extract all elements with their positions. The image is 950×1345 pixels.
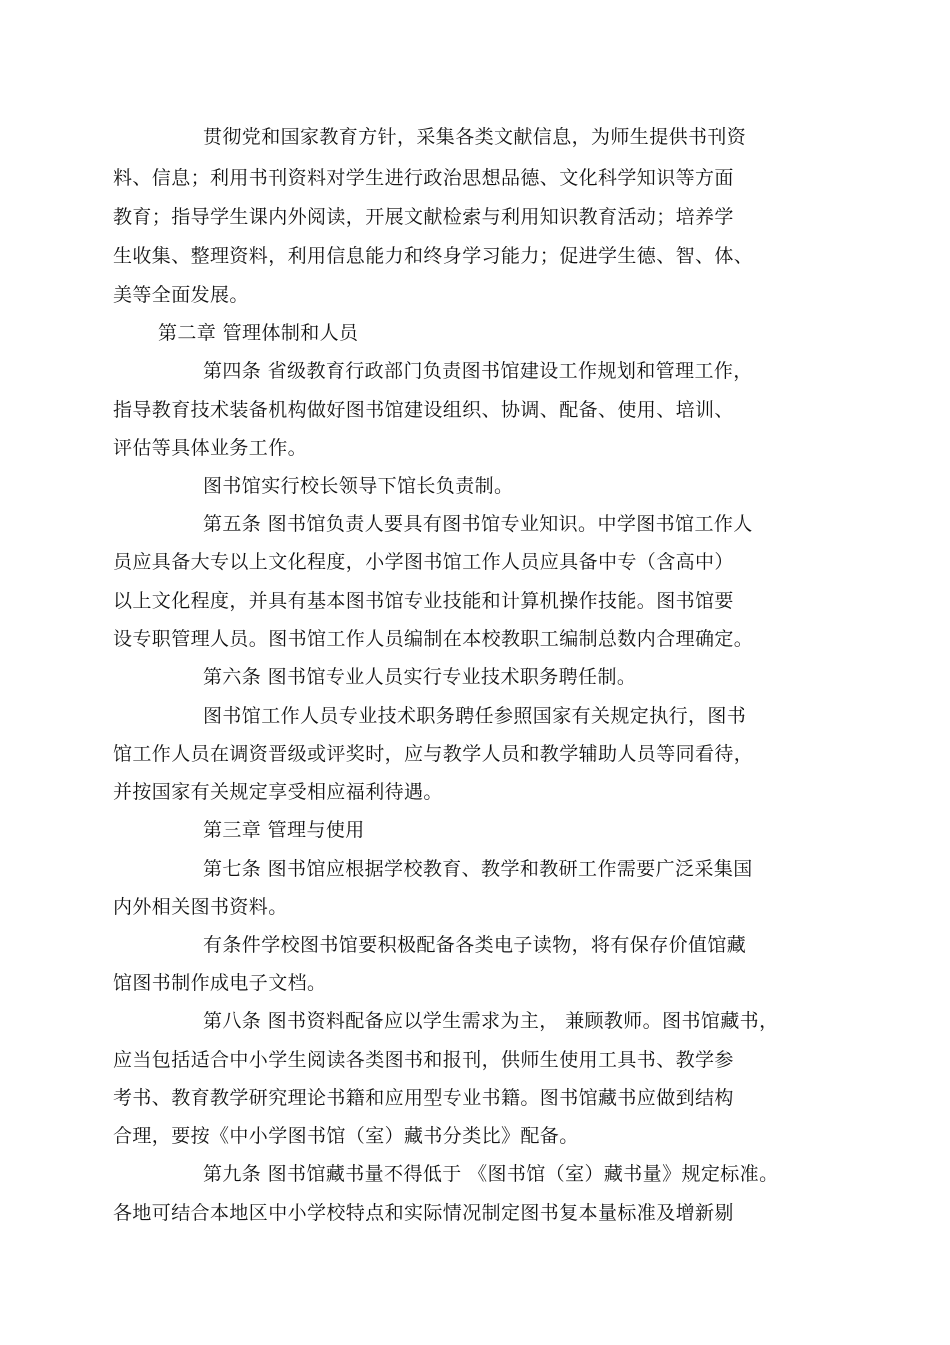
text-line: 图书馆实行校长领导下馆长负责制。 xyxy=(203,475,514,497)
text-line: 贯彻党和国家教育方针，采集各类文献信息，为师生提供书刊资 xyxy=(203,126,747,148)
text-line: 第九条 图书馆藏书量不得低于 《图书馆（室）藏书量》规定标准。 xyxy=(203,1163,779,1185)
text-line: 设专职管理人员。图书馆工作人员编制在本校教职工编制总数内合理确定。 xyxy=(113,628,754,650)
text-line: 评估等具体业务工作。 xyxy=(113,437,308,459)
text-line: 以上文化程度，并具有基本图书馆专业技能和计算机操作技能。图书馆要 xyxy=(113,590,734,612)
text-line: 内外相关图书资料。 xyxy=(113,896,288,918)
text-line: 美等全面发展。 xyxy=(113,284,249,306)
text-line: 并按国家有关规定享受相应福利待遇。 xyxy=(113,781,443,803)
text-line: 教育；指导学生课内外阅读，开展文献检索与利用知识教育活动；培养学 xyxy=(113,206,734,228)
text-line: 第六条 图书馆专业人员实行专业技术职务聘任制。 xyxy=(203,666,637,688)
text-line: 料、信息；利用书刊资料对学生进行政治思想品德、文化科学知识等方面 xyxy=(113,167,734,189)
text-line: 生收集、整理资料，利用信息能力和终身学习能力；促进学生德、智、体、 xyxy=(113,245,754,267)
text-line: 馆工作人员在调资晋级或评奖时，应与教学人员和教学辅助人员等同看待， xyxy=(113,743,754,765)
text-line: 指导教育技术装备机构做好图书馆建设组织、协调、配备、使用、培训、 xyxy=(113,399,734,421)
text-line: 员应具备大专以上文化程度，小学图书馆工作人员应具备中专（含高中） xyxy=(113,551,734,573)
text-line: 合理，要按《中小学图书馆（室）藏书分类比》配备。 xyxy=(113,1125,579,1147)
text-line: 第五条 图书馆负责人要具有图书馆专业知识。中学图书馆工作人 xyxy=(203,513,753,535)
chapter-heading: 第二章 管理体制和人员 xyxy=(158,322,359,344)
chapter-heading: 第三章 管理与使用 xyxy=(203,819,365,841)
text-line: 考书、教育教学研究理论书籍和应用型专业书籍。图书馆藏书应做到结构 xyxy=(113,1087,734,1109)
text-line: 各地可结合本地区中小学校特点和实际情况制定图书复本量标准及增新剔 xyxy=(113,1202,734,1224)
text-line: 第八条 图书资料配备应以学生需求为主， 兼顾教师。图书馆藏书， xyxy=(203,1010,779,1032)
text-line: 图书馆工作人员专业技术职务聘任参照国家有关规定执行，图书 xyxy=(203,705,747,727)
text-line: 应当包括适合中小学生阅读各类图书和报刊，供师生使用工具书、教学参 xyxy=(113,1049,734,1071)
text-line: 馆图书制作成电子文档。 xyxy=(113,972,327,994)
text-line: 有条件学校图书馆要积极配备各类电子读物，将有保存价值馆藏 xyxy=(203,934,747,956)
text-line: 第七条 图书馆应根据学校教育、教学和教研工作需要广泛采集国 xyxy=(203,858,753,880)
text-line: 第四条 省级教育行政部门负责图书馆建设工作规划和管理工作， xyxy=(203,360,753,382)
